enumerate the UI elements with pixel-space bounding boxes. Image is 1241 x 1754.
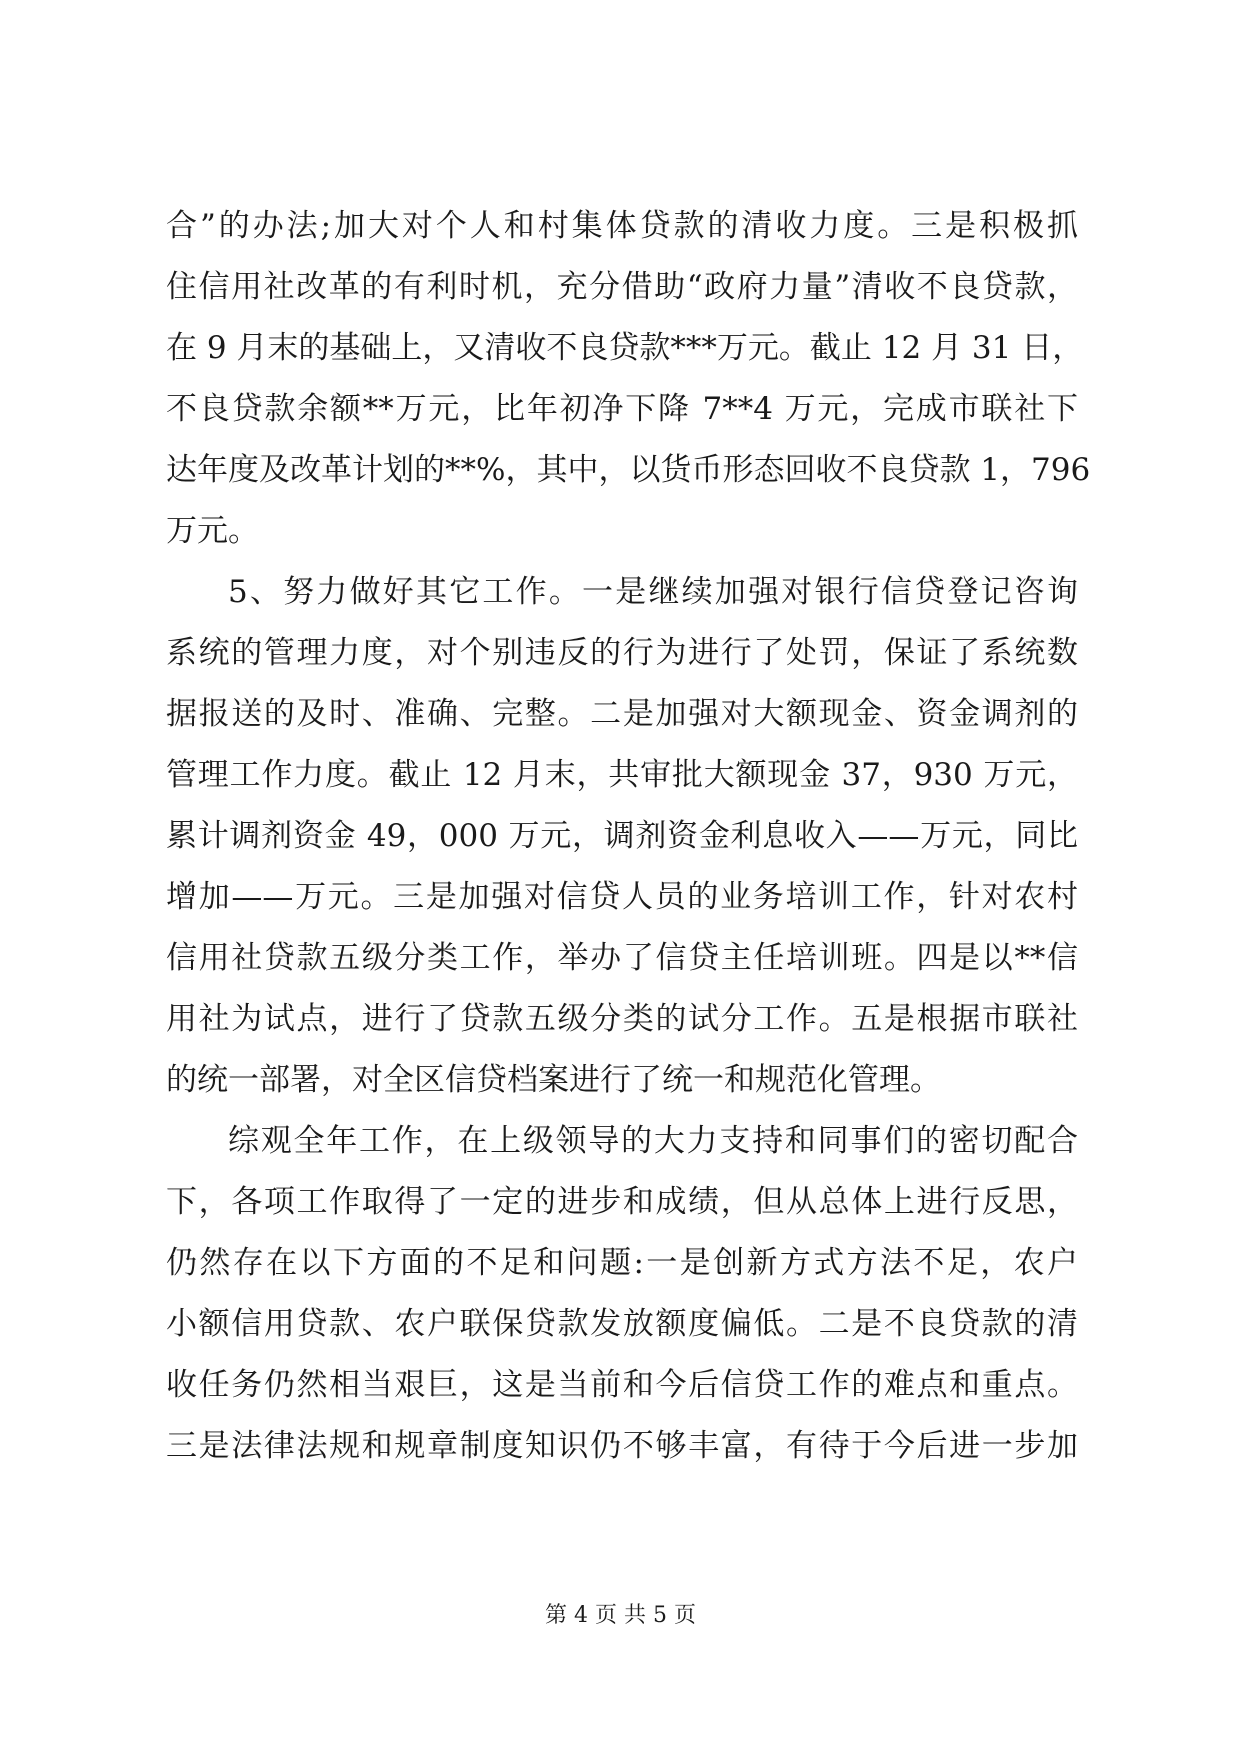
text-line: 综观全年工作，在上级领导的大力支持和同事们的密切配合 bbox=[228, 1123, 1078, 1159]
page-footer bbox=[0, 1601, 1241, 1631]
text-line: 用社为试点，进行了贷款五级分类的试分工作。五是根据市联社 bbox=[166, 1001, 1078, 1037]
text-line: 收任务仍然相当艰巨，这是当前和今后信贷工作的难点和重点。 bbox=[166, 1367, 1078, 1403]
text-line: 的统一部署，对全区信贷档案进行了统一和规范化管理。 bbox=[166, 1062, 941, 1098]
paragraph bbox=[166, 196, 1091, 562]
text-line: 仍然存在以下方面的不足和问题:一是创新方式方法不足，农户 bbox=[166, 1245, 1078, 1281]
paragraph bbox=[166, 562, 1078, 1111]
text-line: 5、努力做好其它工作。一是继续加强对银行信贷登记咨询 bbox=[228, 574, 1078, 610]
text-line: 系统的管理力度，对个别违反的行为进行了处罚，保证了系统数 bbox=[166, 635, 1078, 671]
text-line: 三是法律法规和规章制度知识仍不够丰富，有待于今后进一步加 bbox=[166, 1428, 1078, 1464]
text-line: 达年度及改革计划的**%，其中，以货币形态回收不良贷款 1，796 bbox=[166, 452, 1091, 488]
text-line: 下，各项工作取得了一定的进步和成绩，但从总体上进行反思， bbox=[166, 1184, 1078, 1220]
paragraph bbox=[166, 1111, 1078, 1477]
document-body bbox=[166, 196, 1091, 1477]
text-line: 据报送的及时、准确、完整。二是加强对大额现金、资金调剂的 bbox=[166, 696, 1078, 732]
text-line: 增加——万元。三是加强对信贷人员的业务培训工作，针对农村 bbox=[166, 879, 1078, 915]
text-line: 万元。 bbox=[166, 513, 259, 549]
text-line: 不良贷款余额**万元，比年初净下降 7**4 万元，完成市联社下 bbox=[166, 391, 1078, 427]
text-line: 在 9 月末的基础上，又清收不良贷款***万元。截止 12 月 31 日， bbox=[166, 330, 1084, 366]
page-number-label: 第 4 页 共 5 页 bbox=[545, 1603, 696, 1628]
text-line: 信用社贷款五级分类工作，举办了信贷主任培训班。四是以**信 bbox=[166, 940, 1078, 976]
text-line: 小额信用贷款、农户联保贷款发放额度偏低。二是不良贷款的清 bbox=[166, 1306, 1078, 1342]
text-line: 管理工作力度。截止 12 月末，共审批大额现金 37，930 万元， bbox=[166, 757, 1078, 793]
text-line: 合”的办法;加大对个人和村集体贷款的清收力度。三是积极抓 bbox=[166, 208, 1078, 244]
text-line: 住信用社改革的有利时机，充分借助“政府力量”清收不良贷款， bbox=[166, 269, 1078, 305]
text-line: 累计调剂资金 49，000 万元，调剂资金利息收入——万元，同比 bbox=[166, 818, 1078, 854]
